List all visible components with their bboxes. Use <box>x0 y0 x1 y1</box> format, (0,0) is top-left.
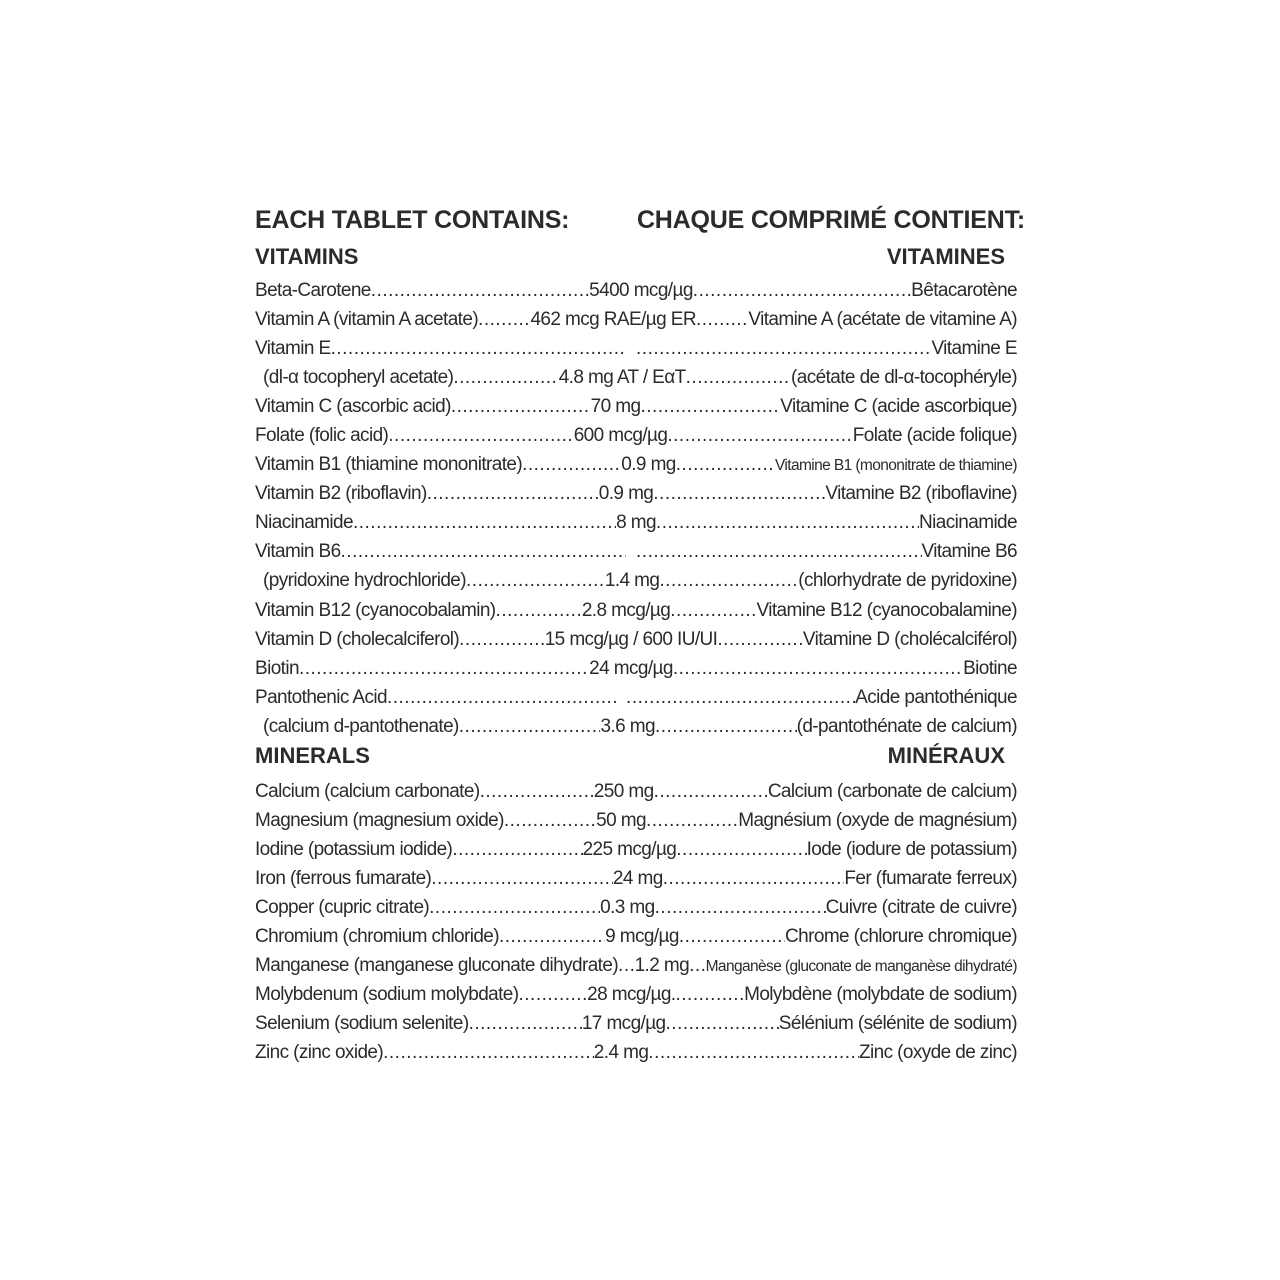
ingredient-amount: 24 mg <box>612 867 663 889</box>
ingredient-name-french: Vitamine B6 <box>921 541 1017 563</box>
dot-leader <box>499 922 605 951</box>
label-body <box>255 242 1017 1067</box>
dot-leader <box>696 305 748 334</box>
dot-leader <box>522 450 621 479</box>
ingredient-row <box>255 922 1017 951</box>
ingredient-row <box>255 835 1017 864</box>
ingredient-name-english: (pyridoxine hydrochloride) <box>263 570 467 592</box>
ingredient-name-french: Niacinamide <box>919 512 1017 534</box>
dot-leader <box>636 537 921 566</box>
ingredient-amount: 9 mcg/µg <box>605 925 679 947</box>
ingredient-amount: 250 mg <box>593 780 654 802</box>
ingredient-name-english: Vitamin B6 <box>255 541 341 563</box>
ingredient-row <box>255 508 1017 537</box>
ingredient-row <box>255 479 1017 508</box>
dot-leader <box>655 712 797 741</box>
ingredient-name-french: Vitamine E <box>931 338 1017 360</box>
ingredient-name-french: (chlorhydrate de pyridoxine) <box>798 570 1017 592</box>
section-title-english: MINERALS <box>255 742 370 768</box>
dot-leader <box>427 479 599 508</box>
ingredient-amount: 3.6 mg <box>600 715 655 737</box>
ingredient-row <box>255 537 1017 566</box>
ingredient-name-french: Vitamine D (cholécalciférol) <box>802 628 1017 650</box>
ingredient-amount: 70 mg <box>590 396 641 418</box>
dot-leader <box>670 596 756 625</box>
ingredient-name-english: Vitamin B1 (thiamine mononitrate) <box>255 454 523 476</box>
ingredient-row <box>255 712 1017 741</box>
ingredient-name-english: Vitamin D (cholecalciferol) <box>255 628 460 650</box>
dot-leader <box>452 835 582 864</box>
ingredient-amount: 225 mcg/µg <box>582 838 677 860</box>
dot-leader <box>693 276 911 305</box>
label-header <box>255 206 1025 242</box>
ingredient-amount: 0.3 mg <box>600 896 655 918</box>
ingredient-amount: 462 mcg RAE/µg ER <box>530 309 696 331</box>
ingredient-name-english: Zinc (zinc oxide) <box>255 1042 384 1064</box>
dot-leader <box>388 421 573 450</box>
ingredient-name-english: Iron (ferrous fumarate) <box>255 867 432 889</box>
ingredient-row <box>255 980 1017 1009</box>
dot-leader <box>371 276 589 305</box>
ingredient-row <box>255 625 1017 654</box>
dot-leader <box>383 1038 594 1067</box>
ingredient-name-english: Chromium (chromium chloride) <box>255 925 499 947</box>
dot-leader <box>655 893 826 922</box>
ingredient-name-french: Iode (iodure de potassium) <box>806 838 1017 860</box>
ingredient-name-english: Niacinamide <box>255 512 353 534</box>
ingredient-name-english: Folate (folic acid) <box>255 425 389 447</box>
dot-leader <box>519 980 588 1009</box>
section-title-english: VITAMINS <box>255 244 359 269</box>
dot-leader <box>640 392 780 421</box>
ingredient-row <box>255 654 1017 683</box>
ingredient-row <box>255 305 1017 334</box>
ingredient-name-english: Beta-Carotene <box>255 280 371 301</box>
ingredient-row <box>255 450 1017 479</box>
dot-leader <box>717 625 803 654</box>
ingredient-amount: 1.4 mg <box>604 570 660 592</box>
dot-leader <box>387 683 616 712</box>
ingredient-row <box>255 421 1017 450</box>
dot-leader <box>656 508 919 537</box>
dot-leader <box>686 363 791 392</box>
ingredient-name-english: Vitamin B12 (cyanocobalamin) <box>255 599 496 621</box>
ingredient-name-french: Acide pantothénique <box>855 686 1017 708</box>
ingredient-name-french: Magnésium (oxyde de magnésium) <box>738 809 1017 831</box>
dot-leader <box>679 922 785 951</box>
ingredient-amount: 5400 mcg/µg <box>589 280 693 301</box>
dot-leader <box>480 777 594 806</box>
ingredient-name-english: Magnesium (magnesium oxide) <box>255 809 504 831</box>
dot-leader <box>654 777 768 806</box>
ingredient-name-french: Cuivre (citrate de cuivre) <box>825 896 1017 918</box>
dot-leader <box>673 654 963 683</box>
dot-leader <box>653 479 825 508</box>
supplement-facts-label <box>255 206 1025 1067</box>
ingredient-amount: 15 mcg/µg / 600 IU/UI <box>544 628 718 650</box>
ingredient-row <box>255 363 1017 392</box>
dot-leader <box>618 951 635 980</box>
ingredient-name-french: Zinc (oxyde de zinc) <box>858 1042 1017 1064</box>
header-french: CHAQUE COMPRIMÉ CONTIENT: <box>636 206 1025 234</box>
section-heading-vitamins <box>255 242 1017 276</box>
ingredient-row <box>255 864 1017 893</box>
ingredient-name-french: Calcium (carbonate de calcium) <box>767 780 1017 802</box>
ingredient-list <box>255 276 1017 741</box>
ingredient-name-french: Sélénium (sélénite de sodium) <box>778 1013 1017 1035</box>
ingredient-row <box>255 806 1017 835</box>
ingredient-amount: 28 mcg/µg. <box>587 984 676 1006</box>
ingredient-row <box>255 683 1017 712</box>
ingredient-name-english: (calcium d-pantothenate) <box>263 715 459 737</box>
ingredient-name-french: Vitamine A (acétate de vitamine A) <box>748 309 1017 331</box>
ingredient-name-french: Vitamine C (acide ascorbique) <box>780 396 1017 418</box>
dot-leader <box>459 625 545 654</box>
ingredient-name-french: Fer (fumarate ferreux) <box>844 867 1017 889</box>
ingredient-row <box>255 334 1017 363</box>
dot-leader <box>689 951 706 980</box>
dot-leader <box>676 450 775 479</box>
ingredient-name-french: (d-pantothénate de calcium) <box>796 715 1017 737</box>
ingredient-amount: 0.9 mg <box>598 483 654 505</box>
ingredient-name-english: Vitamin A (vitamin A acetate) <box>255 309 479 331</box>
ingredient-name-english: Copper (cupric citrate) <box>255 896 430 918</box>
dot-leader <box>663 864 845 893</box>
ingredient-name-english: (dl-α tocopheryl acetate) <box>263 367 454 389</box>
dot-leader <box>299 654 589 683</box>
ingredient-name-french: (acétate de dl-α-tocophéryle) <box>791 367 1017 389</box>
ingredient-name-french: Bêtacarotène <box>911 280 1017 301</box>
ingredient-name-english: Vitamin C (ascorbic acid) <box>255 396 451 418</box>
ingredient-list <box>255 777 1017 1067</box>
dot-leader <box>676 835 806 864</box>
ingredient-row <box>255 777 1017 806</box>
ingredient-row <box>255 1038 1017 1067</box>
dot-leader <box>667 421 852 450</box>
dot-leader <box>453 363 558 392</box>
ingredient-name-english: Iodine (potassium iodide) <box>255 838 453 860</box>
section-heading-minerals <box>255 741 1017 777</box>
dot-leader <box>636 334 931 363</box>
ingredient-row <box>255 566 1017 595</box>
dot-leader <box>353 508 616 537</box>
dot-leader <box>469 1009 582 1038</box>
ingredient-amount: 24 mcg/µg <box>589 657 673 679</box>
ingredient-amount: 2.4 mg <box>593 1042 649 1064</box>
ingredient-row <box>255 951 1017 980</box>
section-title-french: MINÉRAUX <box>887 742 1005 768</box>
dot-leader <box>466 566 605 595</box>
ingredient-amount: 0.9 mg <box>621 454 676 476</box>
ingredient-row <box>255 392 1017 421</box>
header-english: EACH TABLET CONTAINS: <box>255 206 570 234</box>
ingredient-name-english: Pantothenic Acid <box>255 686 387 708</box>
dot-leader <box>429 893 600 922</box>
ingredient-name-english: Manganese (manganese gluconate dihydrate) <box>255 955 619 977</box>
dot-leader <box>646 806 738 835</box>
ingredient-name-english: Biotin <box>255 657 299 679</box>
dot-leader <box>331 334 626 363</box>
ingredient-name-french: Chrome (chlorure chromique) <box>785 925 1017 947</box>
ingredient-name-english: Vitamin E <box>255 338 331 360</box>
dot-leader <box>676 980 745 1009</box>
ingredient-name-french: Manganèse (gluconate de manganèse dihydraté) <box>705 958 1017 976</box>
dot-leader <box>459 712 601 741</box>
ingredient-name-english: Calcium (calcium carbonate) <box>255 780 480 802</box>
ingredient-amount: 600 mcg/µg <box>573 425 668 447</box>
ingredient-amount: 8 mg <box>616 512 656 534</box>
dot-leader <box>496 596 582 625</box>
dot-leader <box>431 864 613 893</box>
ingredient-name-french: Vitamine B2 (riboflavine) <box>825 483 1017 505</box>
ingredient-amount: 2.8 mcg/µg <box>581 599 671 621</box>
ingredient-name-french: Molybdène (molybdate de sodium) <box>744 984 1017 1006</box>
ingredient-amount: 17 mcg/µg <box>581 1013 666 1035</box>
dot-leader <box>626 683 855 712</box>
ingredient-row <box>255 893 1017 922</box>
ingredient-name-french: Biotine <box>963 657 1017 679</box>
dot-leader <box>341 537 626 566</box>
ingredient-row <box>255 596 1017 625</box>
ingredient-amount: 50 mg <box>596 809 646 831</box>
section-title-french: VITAMINES <box>886 244 1005 269</box>
ingredient-row <box>255 1009 1017 1038</box>
ingredient-name-french: Vitamine B12 (cyanocobalamine) <box>756 599 1017 621</box>
dot-leader <box>478 305 530 334</box>
ingredient-name-english: Vitamin B2 (riboflavin) <box>255 483 427 505</box>
dot-leader <box>666 1009 779 1038</box>
ingredient-amount: 4.8 mg AT / EαT <box>558 367 686 389</box>
dot-leader <box>659 566 798 595</box>
dot-leader <box>504 806 596 835</box>
ingredient-name-english: Molybdenum (sodium molybdate) <box>255 984 519 1006</box>
ingredient-amount: 1.2 mg <box>634 955 690 977</box>
ingredient-name-english: Selenium (sodium selenite) <box>255 1013 469 1035</box>
dot-leader <box>451 392 591 421</box>
ingredient-name-french: Folate (acide folique) <box>852 425 1018 447</box>
dot-leader <box>648 1038 859 1067</box>
ingredient-name-french: Vitamine B1 (mononitrate de thiamine) <box>774 457 1017 475</box>
ingredient-row <box>255 276 1017 305</box>
